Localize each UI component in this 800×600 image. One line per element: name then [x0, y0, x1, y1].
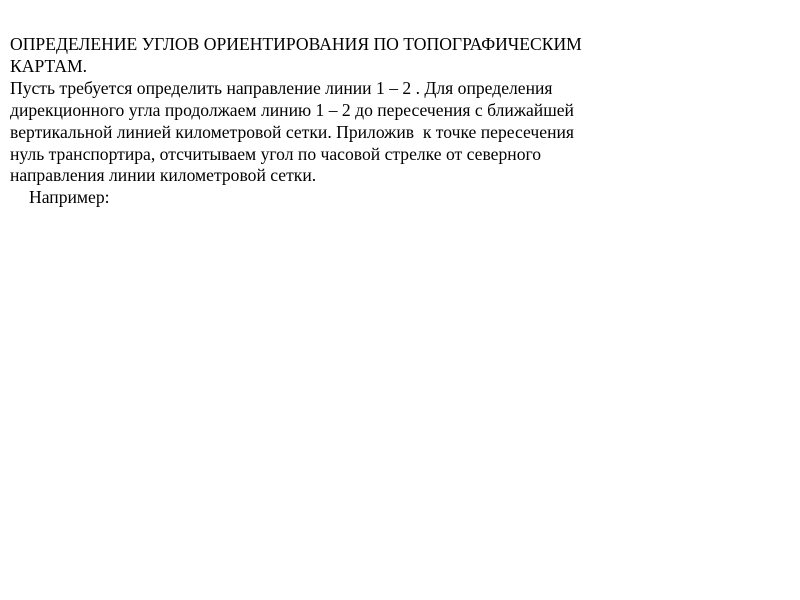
body-line-3: вертикальной линией километровой сетки. Приложив к точке пересечения: [10, 121, 575, 142]
body-line-2: дирекционного угла продолжаем линию 1 – 2 до пересечения с ближайшей: [10, 99, 574, 120]
document-text: [10, 34, 790, 209]
body-line-5: направления линии километровой сетки.: [10, 165, 317, 186]
body-line-1: Пусть требуется определить направление линии 1 – 2 . Для определения: [10, 77, 553, 98]
title-line-1: ОПРЕДЕЛЕНИЕ УГЛОВ ОРИЕНТИРОВАНИЯ ПО ТОПОГРАФИЧЕСКИМ: [10, 34, 582, 54]
title-line-2: КАРТАМ.: [10, 55, 88, 76]
body-line-4: нуль транспортира, отсчитываем угол по часовой стрелке от северного: [10, 143, 542, 164]
example-label: Например:: [29, 187, 110, 208]
